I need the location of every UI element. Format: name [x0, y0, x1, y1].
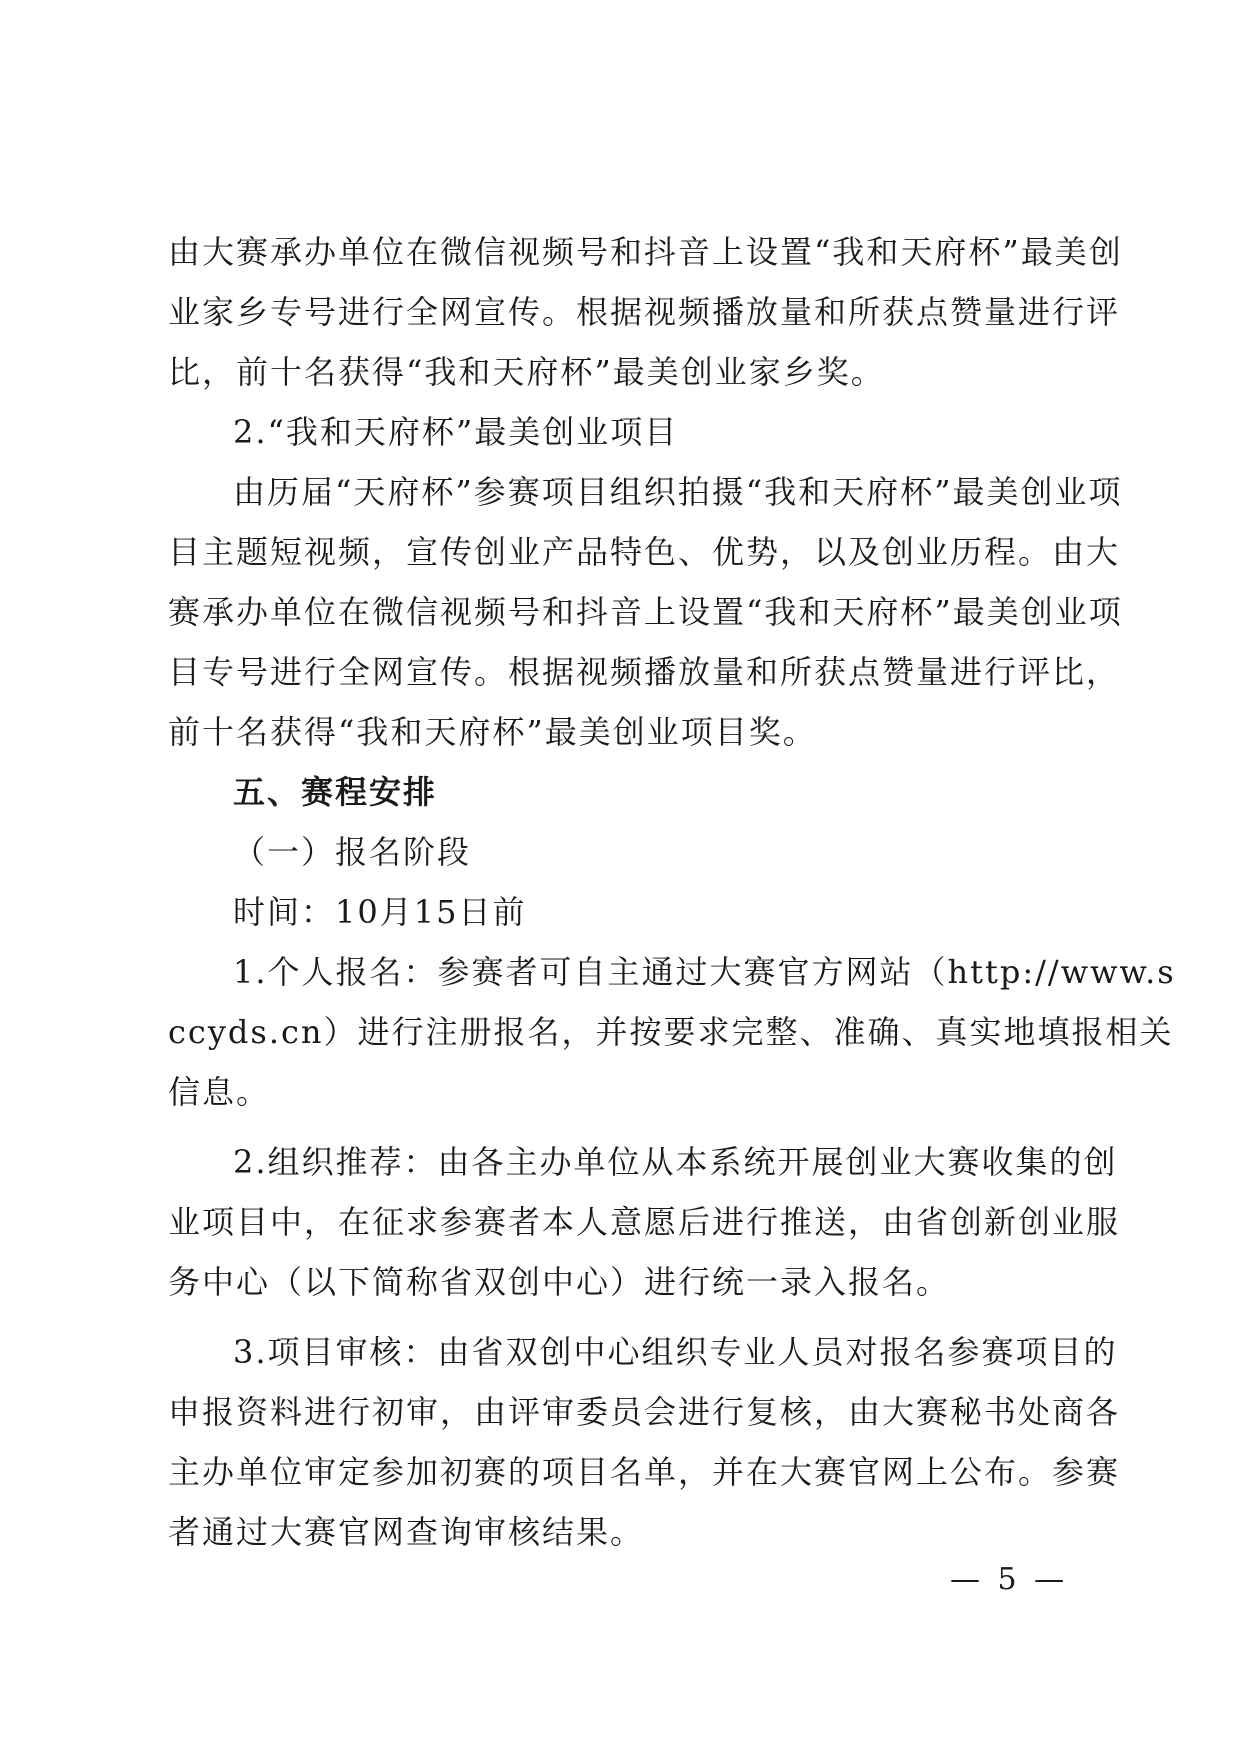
body-line-15: 信息。 [168, 1073, 271, 1111]
body-line-9: 前十名获得“我和天府杯”最美创业项目奖。 [168, 713, 817, 751]
body-line-3: 比，前十名获得“我和天府杯”最美创业家乡奖。 [168, 353, 885, 391]
body-line-7: 赛承办单位在微信视频号和抖音上设置“我和天府杯”最美创业项 [168, 593, 1123, 631]
registration-time: 时间：10月15日前 [233, 893, 527, 931]
body-line-20: 申报资料进行初审，由评审委员会进行复核，由大赛秘书处商各 [168, 1393, 1121, 1431]
section-heading-schedule: 五、赛程安排 [233, 773, 438, 811]
body-line-18: 务中心（以下简称省双创中心）进行统一录入报名。 [168, 1263, 951, 1301]
body-line-14: ccyds.cn）进行注册报名，并按要求完整、准确、真实地填报相关 [168, 1013, 1174, 1051]
page-number: — 5 — [950, 1562, 1069, 1597]
body-line-5: 由历届“天府杯”参赛项目组织拍摄“我和天府杯”最美创业项 [233, 473, 1123, 511]
body-line-2: 业家乡专号进行全网宣传。根据视频播放量和所获点赞量进行评 [168, 293, 1121, 331]
body-line-17: 业项目中，在征求参赛者本人意愿后进行推送，由省创新创业服 [168, 1203, 1121, 1241]
body-line-19: 3.项目审核：由省双创中心组织专业人员对报名参赛项目的 [233, 1333, 1118, 1371]
body-line-13: 1.个人报名：参赛者可自主通过大赛官方网站（http://www.s [233, 953, 1176, 991]
body-line-16: 2.组织推荐：由各主办单位从本系统开展创业大赛收集的创 [233, 1143, 1118, 1181]
subheading-item-2: 2.“我和天府杯”最美创业项目 [233, 413, 679, 451]
subsection-heading-registration: （一）报名阶段 [233, 833, 472, 871]
body-line-1: 由大赛承办单位在微信视频号和抖音上设置“我和天府杯”最美创 [168, 233, 1123, 271]
body-line-21: 主办单位审定参加初赛的项目名单，并在大赛官网上公布。参赛 [168, 1453, 1121, 1491]
body-line-22: 者通过大赛官网查询审核结果。 [168, 1513, 645, 1551]
body-line-6: 目主题短视频，宣传创业产品特色、优势，以及创业历程。由大 [168, 533, 1121, 571]
body-line-8: 目专号进行全网宣传。根据视频播放量和所获点赞量进行评比， [168, 653, 1121, 691]
